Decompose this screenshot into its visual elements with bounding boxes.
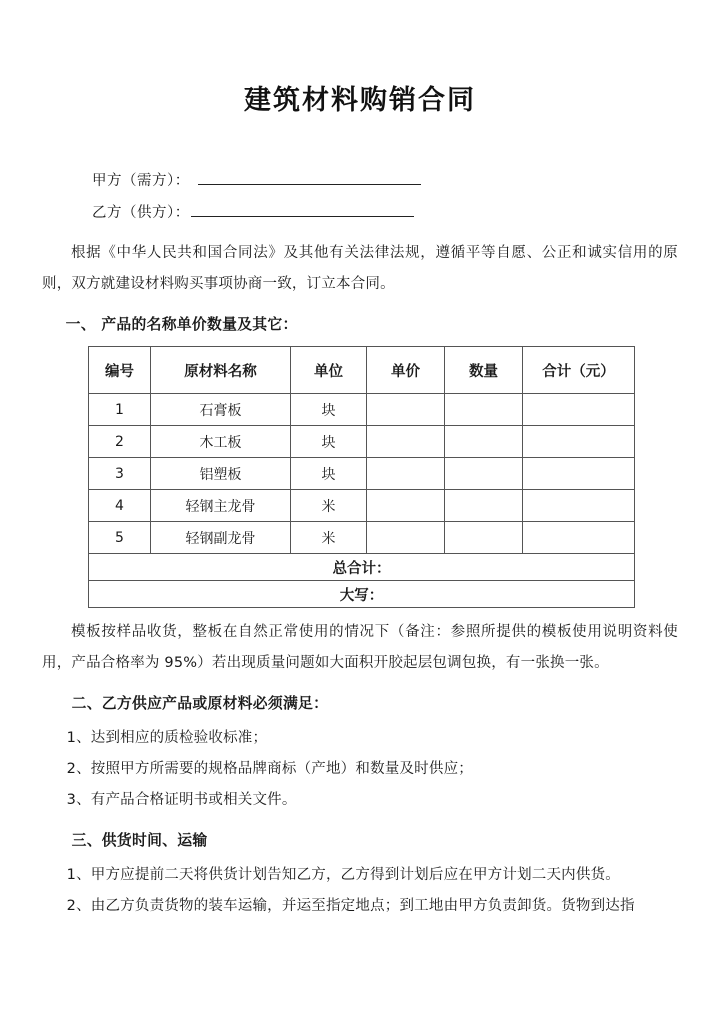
- cell-qty[interactable]: [445, 394, 523, 426]
- cell-unit: 米: [291, 490, 367, 522]
- cell-no: 3: [89, 458, 151, 490]
- table-row: [89, 458, 635, 490]
- section-two-heading: 二、乙方供应产品或原材料必须满足：: [71, 695, 329, 712]
- cell-price[interactable]: [367, 394, 445, 426]
- cell-price[interactable]: [367, 490, 445, 522]
- party-fields: [42, 165, 678, 229]
- cell-price[interactable]: [367, 522, 445, 554]
- section-two-item-3: 3、有产品合格证明书或相关文件。: [66, 792, 297, 808]
- cell-name: 轻钢主龙骨: [151, 490, 291, 522]
- cell-price[interactable]: [367, 426, 445, 458]
- cell-total[interactable]: [523, 522, 635, 554]
- table-row: [89, 394, 635, 426]
- section-three-heading: 三、供货时间、运输: [71, 832, 208, 849]
- document-body: [0, 165, 720, 922]
- cell-price[interactable]: [367, 458, 445, 490]
- table-row: [89, 522, 635, 554]
- cell-name: 木工板: [151, 426, 291, 458]
- col-header-total: 合计（元）: [523, 347, 635, 394]
- table-footer-row-amount-in-words: [89, 581, 635, 608]
- document-title: 建筑材料购销合同: [244, 85, 476, 116]
- cell-name: 轻钢副龙骨: [151, 522, 291, 554]
- cell-qty[interactable]: [445, 490, 523, 522]
- cell-no: 5: [89, 522, 151, 554]
- col-header-qty: 数量: [445, 347, 523, 394]
- col-header-unit: 单位: [291, 347, 367, 394]
- table-header-row: [89, 347, 635, 394]
- section-two-item-1: 1、达到相应的质检验收标准；: [66, 730, 268, 746]
- cell-no: 2: [89, 426, 151, 458]
- cell-no: 4: [89, 490, 151, 522]
- table-footer-row-grand-total: [89, 554, 635, 581]
- cell-total[interactable]: [523, 458, 635, 490]
- col-header-name: 原材料名称: [151, 347, 291, 394]
- cell-unit: 块: [291, 458, 367, 490]
- cell-name: 铝塑板: [151, 458, 291, 490]
- party-buyer-label: 甲方（需方）：: [92, 173, 190, 189]
- products-table: [88, 346, 635, 608]
- section-two-item-2: 2、按照甲方所需要的规格品牌商标（产地）和数量及时供应；: [66, 761, 473, 777]
- party-field-buyer: [42, 165, 678, 197]
- table-row: [89, 490, 635, 522]
- cell-total[interactable]: [523, 426, 635, 458]
- party-supplier-input[interactable]: [191, 202, 414, 217]
- party-buyer-input[interactable]: [198, 170, 421, 185]
- cell-unit: 块: [291, 426, 367, 458]
- party-field-supplier: [42, 197, 678, 229]
- col-header-price: 单价: [367, 347, 445, 394]
- section-one-note: 模板按样品收货，整板在自然正常使用的情况下（备注：参照所提供的模板使用说明资料使用，产品合格率为 95%）若出现质量问题如大面积开胶起层包调包换，有一张换一张。: [42, 624, 678, 671]
- cell-total[interactable]: [523, 394, 635, 426]
- cell-unit: 米: [291, 522, 367, 554]
- cell-no: 1: [89, 394, 151, 426]
- table-row: [89, 426, 635, 458]
- section-three-item-1: 1、甲方应提前二天将供货计划告知乙方，乙方得到计划后应在甲方计划二天内供货。: [66, 867, 620, 883]
- cell-total[interactable]: [523, 490, 635, 522]
- col-header-no: 编号: [89, 347, 151, 394]
- party-supplier-label: 乙方（供方）：: [92, 205, 190, 221]
- amount-in-words-label[interactable]: 大写：: [89, 581, 635, 608]
- cell-unit: 块: [291, 394, 367, 426]
- cell-qty[interactable]: [445, 426, 523, 458]
- section-three-item-2: 2、由乙方负责货物的装车运输，并运至指定地点；到工地由甲方负责卸货。货物到达指: [66, 898, 635, 914]
- grand-total-label[interactable]: 总合计：: [89, 554, 635, 581]
- cell-qty[interactable]: [445, 458, 523, 490]
- cell-qty[interactable]: [445, 522, 523, 554]
- section-one-heading: 一、 产品的名称单价数量及其它：: [65, 316, 298, 333]
- cell-name: 石膏板: [151, 394, 291, 426]
- preamble-paragraph: 根据《中华人民共和国合同法》及其他有关法律法规，遵循平等自愿、公正和诚实信用的原则，双方就建设材料购买事项协商一致，订立本合同。: [42, 245, 678, 292]
